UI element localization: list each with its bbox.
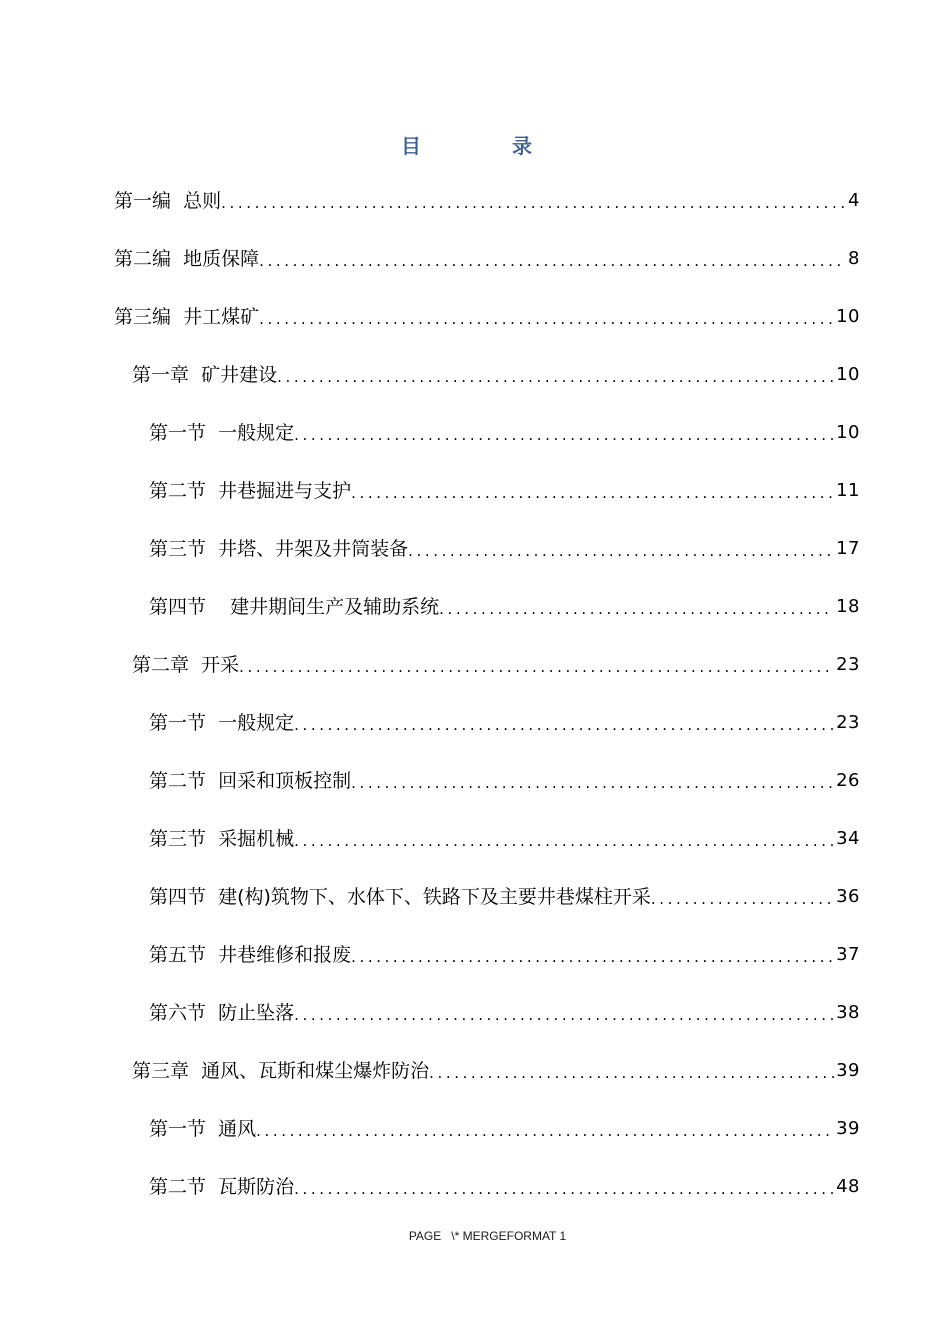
toc-entry-page: 39 [836,1060,860,1081]
toc-entry-page: 10 [836,422,860,443]
toc-entry-page: 26 [836,770,860,791]
toc-entry[interactable] [132,636,860,694]
dot-leader [351,928,834,984]
toc-entry[interactable] [114,288,860,346]
toc-entry[interactable] [149,984,860,1042]
page-footer: PAGE \* MERGEFORMAT 1 [408,1229,567,1243]
toc-entry[interactable] [149,1158,860,1216]
toc-entry[interactable] [132,346,860,404]
toc-entry-page: 11 [836,480,860,501]
toc-entry[interactable] [149,694,860,752]
toc-entry-page: 37 [836,944,860,965]
toc-entry-label: 第二节 回采和顶板控制 [149,770,352,792]
toc-entry-label: 第三节 井塔、井架及井筒装备 [149,538,409,560]
toc-entry[interactable] [149,404,860,462]
dot-leader [351,754,834,810]
dot-leader [651,870,834,926]
toc-entry[interactable] [149,1100,860,1158]
toc-entry-label: 第三章 通风、瓦斯和煤尘爆炸防治 [132,1060,430,1082]
toc-entry-page: 8 [848,248,860,269]
dot-leader [408,522,834,578]
dot-leader [294,812,834,868]
dot-leader [429,1044,834,1100]
toc-entry[interactable] [114,230,860,288]
toc-entry-label: 第一节 一般规定 [149,712,295,734]
toc-entry[interactable] [149,462,860,520]
dot-leader [221,174,846,230]
toc-entry[interactable] [114,172,860,230]
toc-entry-page: 48 [836,1176,860,1197]
dot-leader [351,464,834,520]
toc-entry[interactable] [149,520,860,578]
toc-entry-page: 23 [836,712,860,733]
toc-entry[interactable] [149,868,860,926]
toc-entry-label: 第一章 矿井建设 [132,364,278,386]
toc-entry-label: 第二编 地质保障 [114,248,260,270]
dot-leader [239,638,834,694]
toc-entry-label: 第二节 瓦斯防治 [149,1176,295,1198]
dot-leader [294,696,834,752]
toc-entry-label: 第五节 井巷维修和报废 [149,944,352,966]
dot-leader [294,986,834,1042]
toc-entry-label: 第一节 通风 [149,1118,257,1140]
dot-leader [259,232,846,288]
toc-entry-label: 第一节 一般规定 [149,422,295,444]
dot-leader [439,580,834,636]
toc-entry-label: 第四节 建(构)筑物下、水体下、铁路下及主要井巷煤柱开采 [149,886,651,908]
toc-entry-label: 第三节 采掘机械 [149,828,295,850]
toc-entry-page: 18 [836,596,860,617]
toc-entry[interactable] [149,926,860,984]
toc-entry-page: 39 [836,1118,860,1139]
toc-entry-label: 第六节 防止坠落 [149,1002,295,1024]
toc-entry-label: 第三编 井工煤矿 [114,306,260,328]
toc-title: 目 录 [401,134,574,158]
toc-entry-label: 第一编 总则 [114,190,222,212]
toc-entry-label: 第二章 开采 [132,654,240,676]
dot-leader [294,1160,834,1216]
toc-entry-page: 36 [836,886,860,907]
toc-entry[interactable] [132,1042,860,1100]
toc-entry-page: 10 [836,364,860,385]
dot-leader [294,406,834,462]
toc-entry[interactable] [149,752,860,810]
dot-leader [256,1102,834,1158]
toc-entry[interactable] [149,578,860,636]
toc-entry-label: 第四节 建井期间生产及辅助系统 [149,596,440,618]
toc-entry-page: 38 [836,1002,860,1023]
toc-entry-page: 4 [848,190,860,211]
dot-leader [277,348,834,404]
toc-entry[interactable] [149,810,860,868]
dot-leader [259,290,834,346]
toc-entry-page: 17 [836,538,860,559]
toc-entry-page: 10 [836,306,860,327]
toc-entry-page: 34 [836,828,860,849]
toc-entry-label: 第二节 井巷掘进与支护 [149,480,352,502]
toc-entry-page: 23 [836,654,860,675]
